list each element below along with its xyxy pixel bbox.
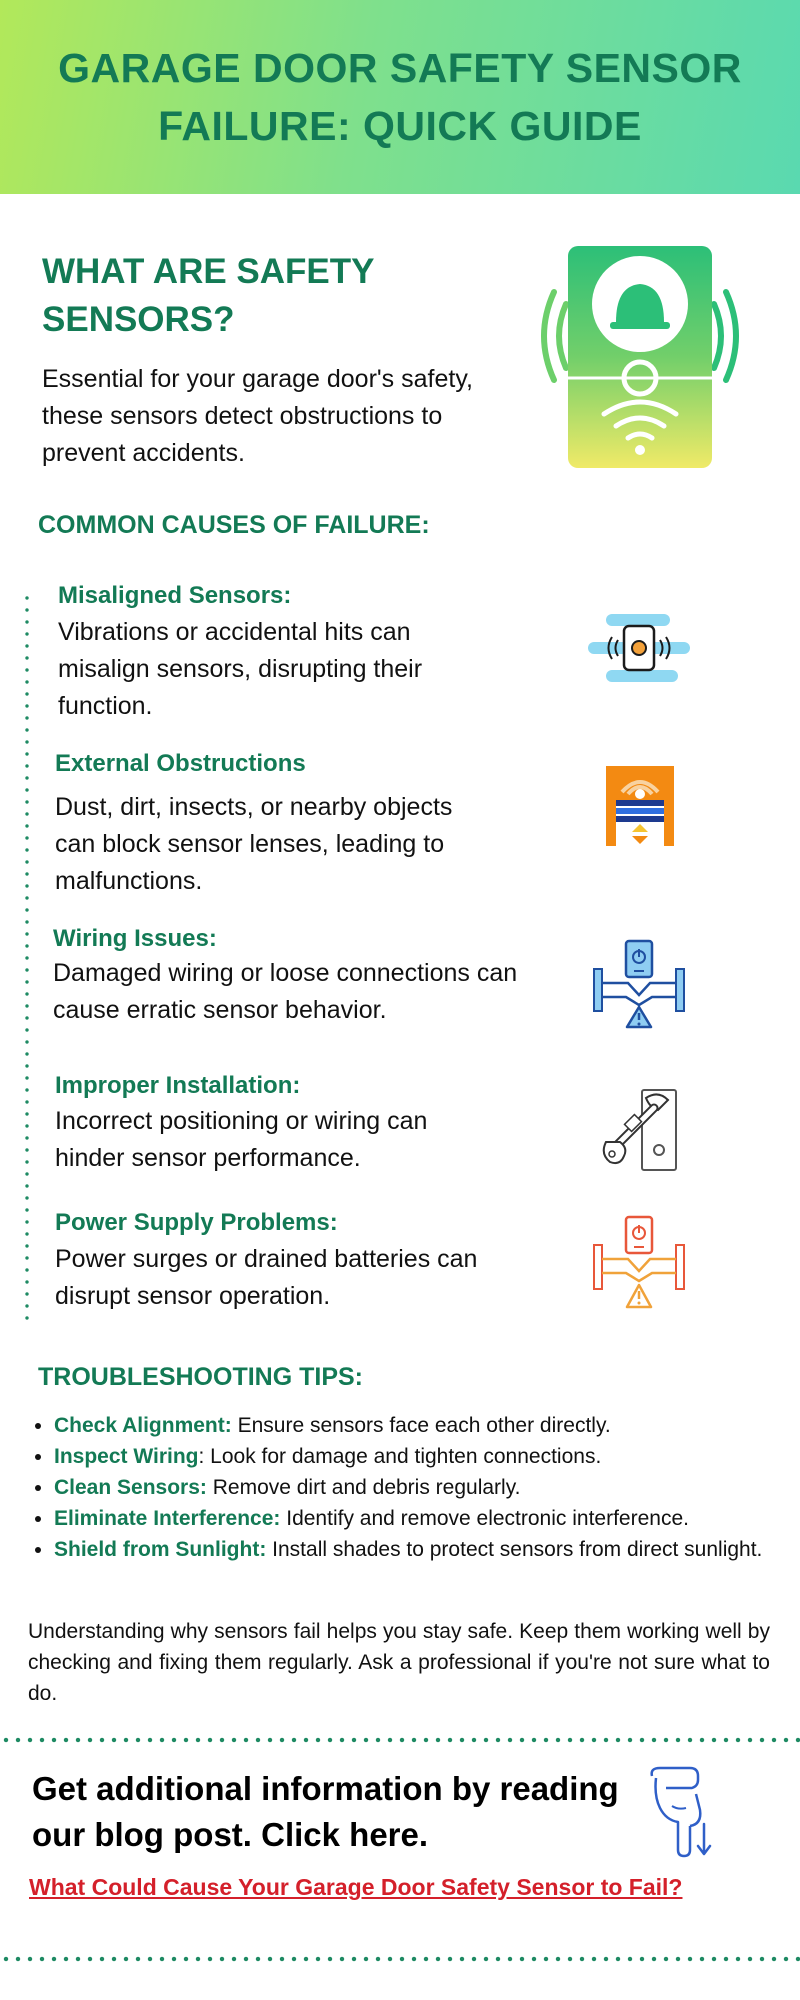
header-banner [0, 0, 800, 194]
safety-sensor-icon [524, 244, 756, 470]
misaligned-sensor-icon [586, 612, 692, 686]
tips-title: TROUBLESHOOTING TIPS: [38, 1363, 363, 1391]
installation-icon [596, 1088, 680, 1172]
tips-list [28, 1410, 796, 1565]
cause-title-misaligned: Misaligned Sensors: [58, 582, 292, 609]
cause-title-power: Power Supply Problems: [55, 1209, 338, 1236]
divider-bottom [0, 1956, 800, 1962]
cause-desc-wiring: Damaged wiring or loose connections can cause erratic sensor behavior. [53, 959, 518, 1024]
cause-desc-misaligned: Vibrations or accidental hits can misalign sensors, disrupting their function. [58, 618, 423, 720]
pointing-hand-icon [648, 1766, 714, 1858]
intro-heading: WHAT ARE SAFETY SENSORS? [42, 252, 374, 339]
cause-title-wiring: Wiring Issues: [53, 925, 217, 952]
list-item: • Eliminate Interference: Identify and remove electronic interference. [54, 1503, 796, 1534]
intro-text: Essential for your garage door's safety, these sensors detect obstructions to prevent accidents. [42, 365, 473, 467]
causes-title: COMMON CAUSES OF FAILURE: [38, 511, 430, 539]
divider-top [0, 1737, 800, 1743]
list-item: • Check Alignment: Ensure sensors face each other directly. [54, 1410, 796, 1441]
page-title: GARAGE DOOR SAFETY SENSOR FAILURE: QUICK GUIDE [58, 45, 742, 149]
obstruction-icon [606, 766, 674, 846]
cause-title-installation: Improper Installation: [55, 1072, 301, 1099]
cta-text: Get additional information by reading our blog post. Click here. [32, 1770, 619, 1853]
cause-desc-obstructions: Dust, dirt, insects, or nearby objects can block sensor lenses, leading to malfunctions. [55, 793, 453, 895]
list-item: • Clean Sensors: Remove dirt and debris regularly. [54, 1472, 796, 1503]
power-supply-icon [592, 1215, 686, 1311]
cause-desc-installation: Incorrect positioning or wiring can hinder sensor performance. [55, 1107, 428, 1172]
wiring-issue-icon [592, 939, 686, 1031]
list-item: • Inspect Wiring: Look for damage and tighten connections. [54, 1441, 796, 1472]
causes-dotted-line [25, 592, 29, 1322]
cause-desc-power: Power surges or drained batteries can disrupt sensor operation. [55, 1245, 478, 1310]
summary-text: Understanding why sensors fail helps you stay safe. Keep them working well by checking and fixing them regularly. Ask a professional if you're not sure what to do. [28, 1620, 770, 1705]
cause-title-obstructions: External Obstructions [55, 750, 306, 777]
blog-post-link[interactable]: What Could Cause Your Garage Door Safety Sensor to Fail? [29, 1874, 683, 1900]
list-item: • Shield from Sunlight: Install shades to protect sensors from direct sunlight. [54, 1534, 796, 1565]
